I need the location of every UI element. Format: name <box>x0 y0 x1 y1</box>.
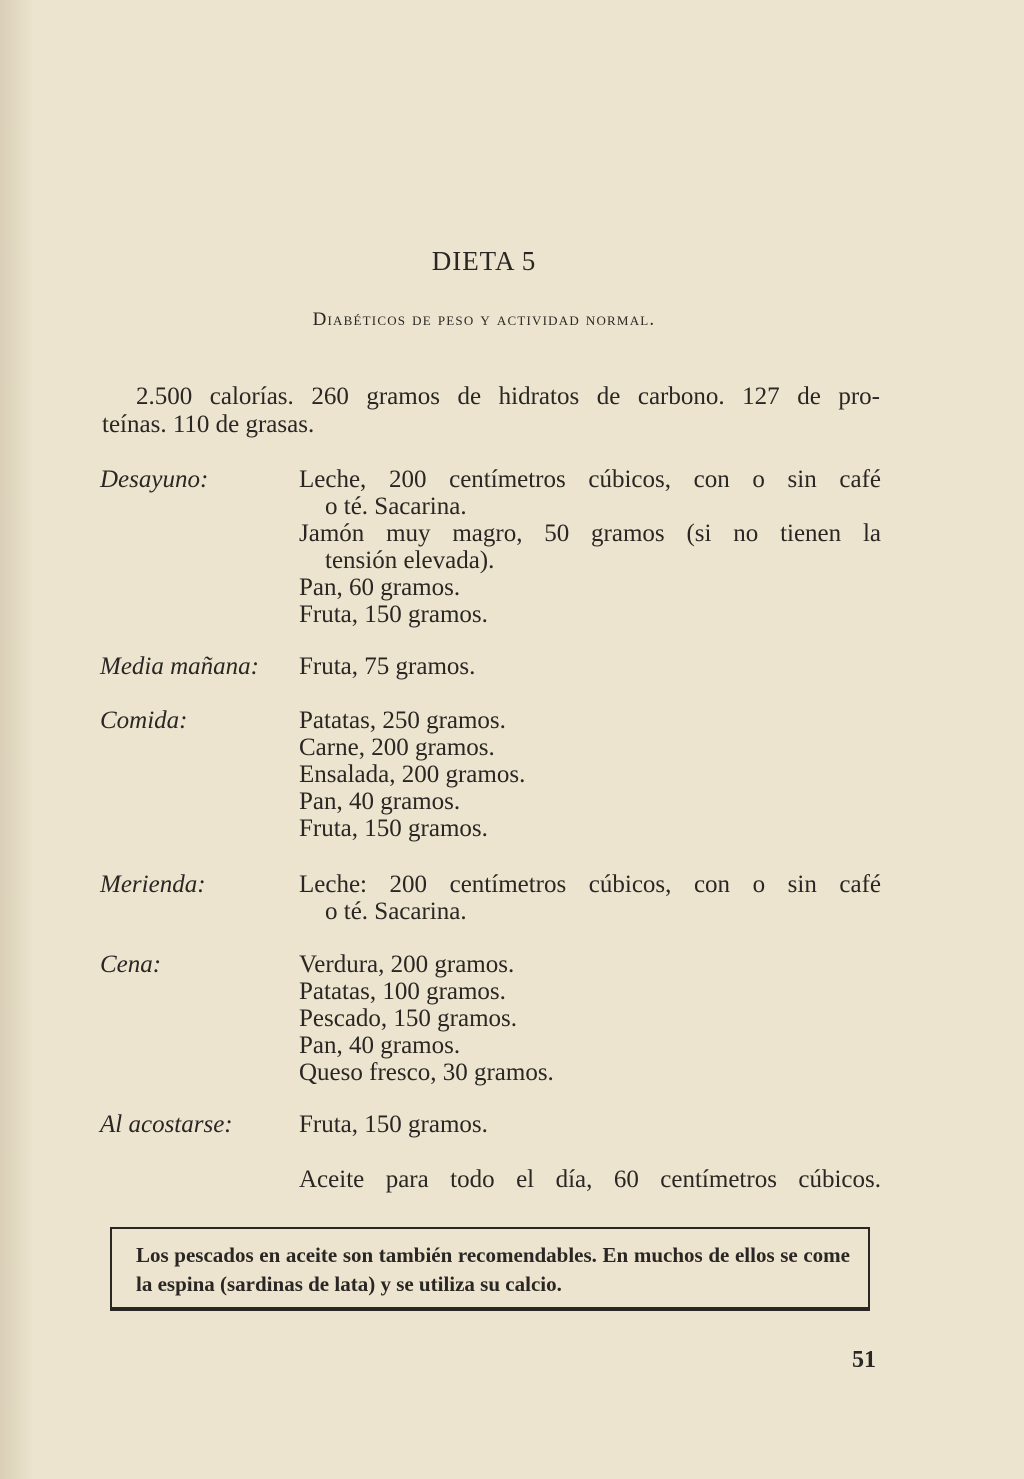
meal-label-comida: Comida: <box>100 707 188 734</box>
meal-label-desayuno: Desayuno: <box>100 466 209 493</box>
meal-item-line: o té. Sacarina. <box>325 493 467 520</box>
meal-items-comida <box>299 707 881 842</box>
meal-item-line: Pan, 40 gramos. <box>299 1032 461 1059</box>
meal-item-line: Fruta, 75 gramos. <box>299 653 476 680</box>
meal-item-line: Carne, 200 gramos. <box>299 734 495 761</box>
meal-label-al-acostarse: Al acostarse: <box>100 1111 233 1138</box>
meal-item-line: o té. Sacarina. <box>325 898 467 925</box>
meal-item-line: Pan, 60 gramos. <box>299 574 461 601</box>
meal-label-cena: Cena: <box>100 951 162 978</box>
calcium-note-text: Los pescados en aceite son también recomendables. En muchos de ellos se come la espina (sardinas de lata) y se utiliza su calcio. <box>136 1243 850 1296</box>
meal-item-line: tensión elevada). <box>325 547 495 574</box>
nutrition-summary-line-1: 2.500 calorías. 260 gramos de hidratos de carbono. 127 de pro- <box>136 383 880 410</box>
nutrition-summary <box>102 383 880 439</box>
page-edge-shadow <box>0 0 34 1479</box>
diet-subtitle: Diabéticos de peso y actividad normal. <box>312 309 656 330</box>
meal-item-line: Queso fresco, 30 gramos. <box>299 1059 554 1086</box>
meal-item-line: Ensalada, 200 gramos. <box>299 761 526 788</box>
meal-item-line: Pescado, 150 gramos. <box>299 1005 518 1032</box>
meal-item-line: Patatas, 250 gramos. <box>299 707 506 734</box>
meal-item-line: Fruta, 150 gramos. <box>299 601 488 628</box>
meal-item-line: Patatas, 100 gramos. <box>299 978 506 1005</box>
meal-item-line: Leche, 200 centímetros cúbicos, con o sin café <box>299 466 881 493</box>
meal-item-line: Pan, 40 gramos. <box>299 788 461 815</box>
meal-item-line: Verdura, 200 gramos. <box>299 951 515 978</box>
calcium-note-box <box>110 1227 870 1311</box>
meal-items-merienda <box>299 871 881 925</box>
oil-note <box>299 1166 881 1193</box>
meal-item-line: Fruta, 150 gramos. <box>299 1111 488 1138</box>
meal-item-line: Leche: 200 centímetros cúbicos, con o sin café <box>299 871 881 898</box>
oil-note-text: Aceite para todo el día, 60 centímetros cúbicos. <box>299 1166 881 1193</box>
nutrition-summary-line-2: teínas. 110 de grasas. <box>102 411 315 438</box>
meal-item-line: Fruta, 150 gramos. <box>299 815 488 842</box>
meal-items-media-manana <box>299 653 881 680</box>
page-number: 51 <box>852 1347 876 1373</box>
meal-items-al-acostarse <box>299 1111 881 1138</box>
meal-label-merienda: Merienda: <box>100 871 206 898</box>
meal-items-desayuno <box>299 466 881 628</box>
diet-title: DIETA 5 <box>431 246 537 276</box>
meal-item-line: Jamón muy magro, 50 gramos (si no tienen la <box>299 520 881 547</box>
meal-items-cena <box>299 951 881 1086</box>
meal-label-media-manana: Media mañana: <box>100 653 259 680</box>
